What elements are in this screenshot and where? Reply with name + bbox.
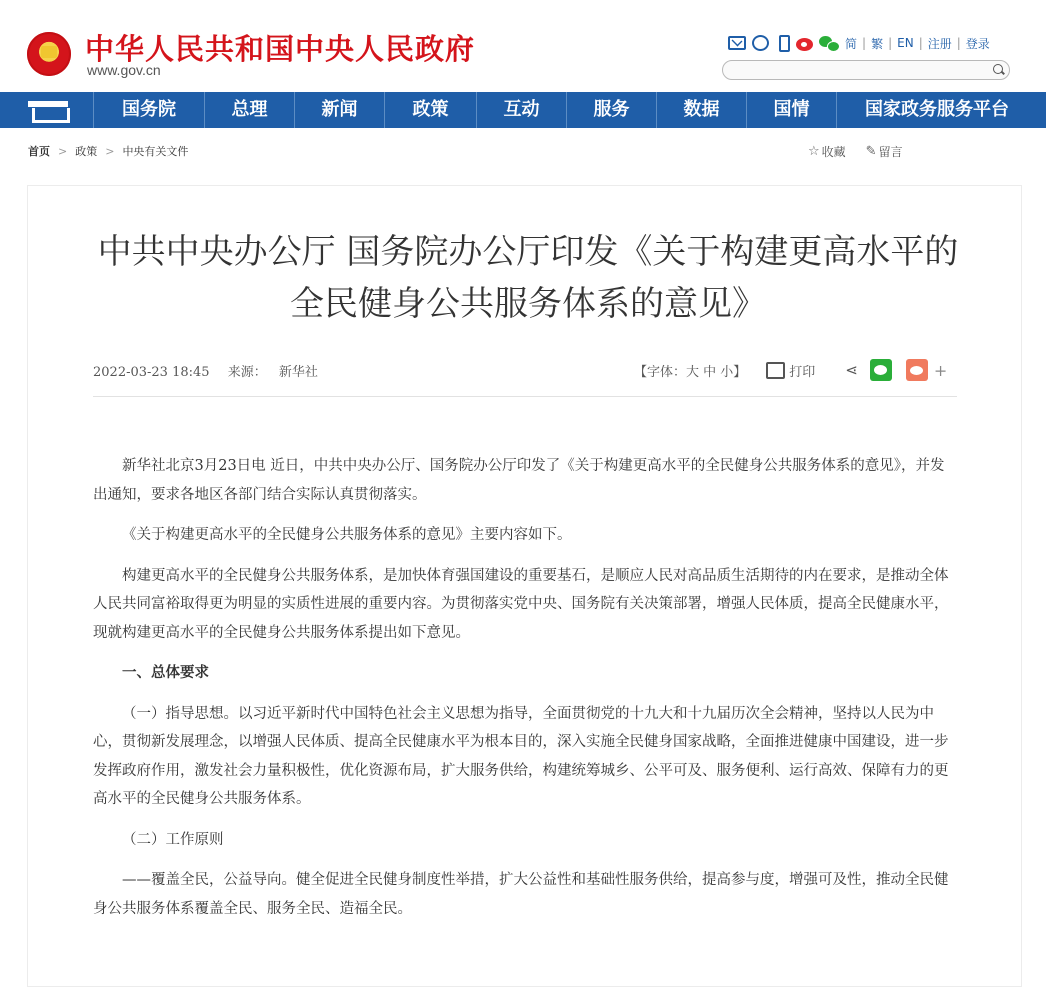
site-title[interactable]: 中华人民共和国中央人民政府 <box>85 32 476 66</box>
paragraph: 构建更高水平的全民健身公共服务体系，是加快体育强国建设的重要基石，是顺应人民对高品质生活期待的内在要求，是推动全体人民共同富裕取得更为明显的实质性进展的重要内容。为贯彻落实党中央、国务院有关决策部署，增强人民体质，提高全民健康水平，现就构建更高水平的全民健身公共服务体系提出如下意见。 <box>93 567 949 641</box>
favorite-link[interactable]: 收藏 <box>821 145 846 159</box>
breadcrumb <box>28 143 196 159</box>
mail-icon[interactable] <box>728 36 746 50</box>
star-icon[interactable]: ☆ <box>808 144 820 159</box>
article-card <box>27 185 1022 987</box>
divider: | <box>888 36 893 50</box>
pencil-icon[interactable]: ✎ <box>865 144 877 159</box>
source-label: 来源： <box>227 365 267 380</box>
divider: | <box>956 36 961 50</box>
paragraph: （一）指导思想。以习近平新时代中国特色社会主义思想为指导，全面贯彻党的十九大和十九届历次全会精神，坚持以人民为中心，贯彻新发展理念，以增强人民体质、提高全民健康水平为根本目的，深入实施全民健身国家战略，全面推进健康中国建设，进一步发挥政府作用，激发社会力量积极性，优化资源布局，扩大服务供给，构建统筹城乡、公平可及、服务便利、运行高效、保障有力的更高水平的全民健身公共服务体系。 <box>93 705 949 807</box>
source-name: 新华社 <box>278 365 318 380</box>
link-simplified[interactable]: 简 <box>845 36 858 51</box>
site-url[interactable]: www.gov.cn <box>87 62 161 78</box>
paragraph: （二）工作原则 <box>122 831 224 848</box>
printer-icon[interactable] <box>766 362 785 379</box>
divider: | <box>862 36 867 50</box>
breadcrumb-policy[interactable]: 政策 <box>75 145 98 158</box>
tiananmen-icon[interactable] <box>0 92 94 128</box>
search-icon[interactable] <box>993 64 1003 74</box>
nav-item-services[interactable]: 服务 <box>567 92 657 128</box>
comment-link[interactable]: 留言 <box>878 145 903 159</box>
top-links <box>728 34 990 52</box>
page-tools <box>808 143 903 160</box>
nav-item-service-platform[interactable]: 国家政务服务平台 <box>865 99 1009 120</box>
main-nav <box>0 92 1046 128</box>
link-traditional[interactable]: 繁 <box>871 36 884 51</box>
link-register[interactable]: 注册 <box>927 36 952 51</box>
breadcrumb-home[interactable]: 首页 <box>28 145 50 158</box>
nav-item-state-council[interactable]: 国务院 <box>94 92 205 128</box>
article-meta <box>93 361 332 380</box>
search-input[interactable] <box>722 60 1010 80</box>
national-emblem-logo[interactable] <box>27 32 71 76</box>
article-title: 中共中央办公厅 国务院办公厅印发《关于构建更高水平的全民健身公共服务体系的意见》 <box>97 232 959 324</box>
publish-date: 2022-03-23 18:45 <box>93 365 210 380</box>
divider: | <box>918 36 923 50</box>
print-link[interactable]: 打印 <box>789 364 816 380</box>
chevron-right-icon: > <box>58 145 68 158</box>
font-size-switcher[interactable]: 【字体：大 中 小】 <box>634 364 747 380</box>
paragraph: 《关于构建更高水平的全民健身公共服务体系的意见》主要内容如下。 <box>122 527 572 543</box>
wechat-share-button[interactable] <box>870 359 892 381</box>
section-heading: 一、总体要求 <box>122 664 209 681</box>
share-icon[interactable]: ⋖ <box>845 361 858 379</box>
nav-item-interaction[interactable]: 互动 <box>477 92 567 128</box>
article-body <box>93 452 957 935</box>
weibo-icon[interactable] <box>796 38 813 51</box>
plus-icon[interactable]: + <box>933 360 948 380</box>
mobile-icon[interactable] <box>779 35 790 52</box>
article-tools <box>634 359 947 381</box>
chat-icon[interactable] <box>752 35 769 51</box>
nav-item-national-info[interactable]: 国情 <box>747 92 837 128</box>
divider <box>93 396 957 397</box>
breadcrumb-central-docs[interactable]: 中央有关文件 <box>122 145 189 158</box>
wechat-icon[interactable] <box>819 36 839 51</box>
weibo-share-button[interactable] <box>906 359 928 381</box>
nav-item-data[interactable]: 数据 <box>657 92 747 128</box>
paragraph: ——覆盖全民，公益导向。健全促进全民健身制度性举措，扩大公益性和基础性服务供给，提高参与度，增强可及性，推动全民健身公共服务体系覆盖全民、服务全民、造福全民。 <box>93 872 949 917</box>
chevron-right-icon: > <box>105 145 115 158</box>
nav-item-policy[interactable]: 政策 <box>385 92 477 128</box>
nav-item-news[interactable]: 新闻 <box>295 92 385 128</box>
paragraph: 新华社北京3月23日电 近日，中共中央办公厅、国务院办公厅印发了《关于构建更高水平的全民健身公共服务体系的意见》，并发出通知，要求各地区各部门结合实际认真贯彻落实。 <box>93 458 945 503</box>
site-header <box>0 0 1046 92</box>
nav-item-premier[interactable]: 总理 <box>205 92 295 128</box>
link-english[interactable]: EN <box>897 36 914 50</box>
link-login[interactable]: 登录 <box>965 36 990 51</box>
